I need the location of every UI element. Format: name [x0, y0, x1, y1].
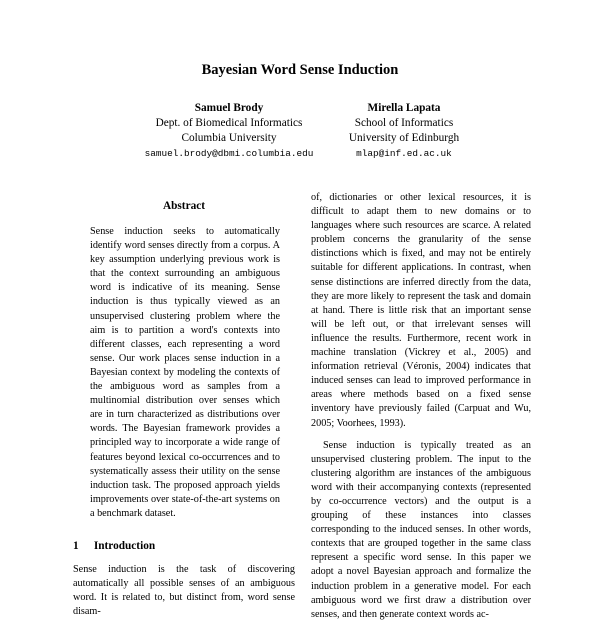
introduction-text: Sense induction is the task of discovering automatically all possible senses of an ambiguous word. It is related to, but distinct from, word sense disam-	[73, 564, 295, 618]
right-column-paragraph-2: Sense induction is typically treated as an unsupervised clustering problem. The input to the clustering algorithm are instances of the ambiguous word with their accompanying contexts (represented by co-occurrence vectors) and the output is a grouping of these instances into classes corresponding to the induced senses. In other words, contexts that are grouped together in the same class represent a specific word sense. In this paper we adopt a novel Bayesian approach and formalize the induction problem in a generative model. For each ambiguous word we first draw a distribution over senses, and then generate context words ac-	[311, 439, 531, 620]
paper-title: Bayesian Word Sense Induction	[201, 62, 399, 78]
author-institution: University of Edinburgh	[348, 132, 460, 144]
author-name: Mirella Lapata	[367, 102, 441, 114]
author-block-2	[284, 101, 524, 161]
author-dept: Dept. of Biomedical Informatics	[155, 117, 303, 129]
section-title: Introduction	[93, 540, 156, 552]
author-dept: School of Informatics	[354, 117, 454, 129]
right-column-paragraph-1: of, dictionaries or other lexical resources, it is difficult to adapt them to new domains or to languages where such resources are scarce. A related problem concerns the granularity of the sense distinctions which is fixed, and may not be entirely suitable for different applications. In contrast, when sense distinctions are inferred directly from the data, they are more likely to represent the task and domain at hand. There is little risk that an important sense will be left out, or that irrelevant senses will influence the results. Furthermore, recent work in machine translation (Vickrey et al., 2005) and information retrieval (Véronis, 2004) indicates that induced senses can lead to improved performance in areas where methods based on a fixed sense inventory have previously failed (Carpuat and Wu, 2005; Voorhees, 1993).	[311, 192, 531, 429]
author-email: samuel.brody@dbmi.columbia.edu	[144, 148, 314, 159]
abstract-heading: Abstract	[162, 200, 206, 212]
author-email: mlap@inf.ed.ac.uk	[356, 148, 452, 159]
right-column	[311, 191, 531, 622]
author-institution: Columbia University	[181, 132, 277, 144]
section-heading-introduction	[73, 540, 295, 552]
section-number: 1	[73, 540, 79, 552]
abstract-text: Sense induction seeks to automatically identify word senses directly from a corpus. A key assumption underlying previous work is that the context surrounding an ambiguous word is indicative of its meaning. Sense induction is thus typically viewed as an unsupervised clustering problem where the aim is to partition a word's contexts into different classes, each representing a word sense. Our work places sense induction in a Bayesian context by modeling the contexts of the ambiguous word as samples from a multinomial distribution over senses which are in turn characterized as distributions over words. The Bayesian framework provides a principled way to incorporate a wide range of features beyond lexical co-occurrences and to systematically assess their utility on the sense induction task. The proposed approach yields improvements over state-of-the-art systems on a benchmark dataset.	[90, 226, 280, 519]
author-name: Samuel Brody	[194, 102, 264, 114]
